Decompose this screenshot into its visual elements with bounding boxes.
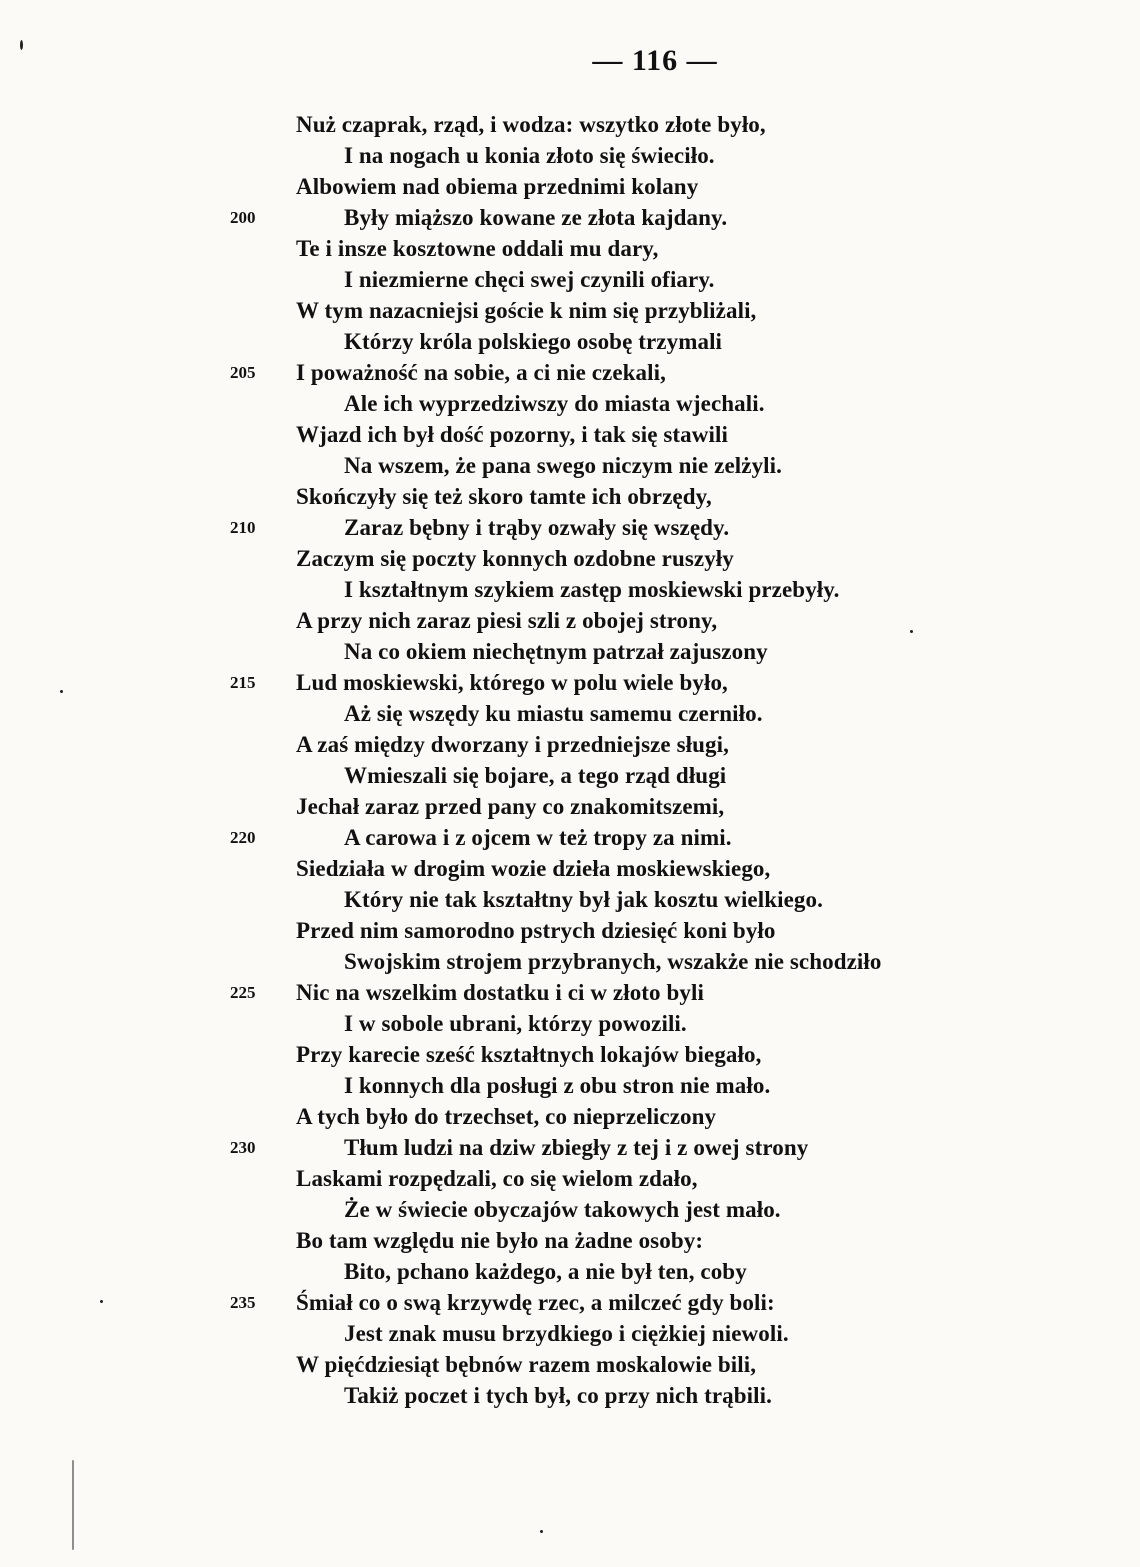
verse-line: [0, 1225, 1140, 1256]
verse-line: [0, 667, 1140, 698]
verse-text: I poważność na sobie, a ci nie czekali,: [296, 360, 666, 385]
verse-line: [0, 915, 1140, 946]
verse-line: [0, 202, 1140, 233]
verse-text: Na wszem, że pana swego niczym nie zelżyli.: [344, 453, 783, 478]
line-number: 230: [230, 1138, 256, 1157]
verse-line: [0, 698, 1140, 729]
verse-text: Przed nim samorodno pstrych dziesięć koni było: [296, 918, 776, 943]
verse-line: [0, 1194, 1140, 1225]
verse-line: [0, 450, 1140, 481]
verse-line: [0, 1101, 1140, 1132]
verse-line: [0, 729, 1140, 760]
verse-line: [0, 605, 1140, 636]
verse-line: [0, 264, 1140, 295]
verse-text: I niezmierne chęci swej czynili ofiary.: [344, 267, 715, 292]
verse-text: Zaczym się poczty konnych ozdobne ruszyły: [296, 546, 734, 571]
scan-speck: [20, 40, 23, 50]
verse-line: [0, 388, 1140, 419]
verse-line: [0, 946, 1140, 977]
verse-text: Który nie tak kształtny był jak kosztu wielkiego.: [344, 887, 823, 912]
line-number: 215: [230, 673, 256, 692]
verse-line: [0, 1318, 1140, 1349]
verse-text: Te i insze kosztowne oddali mu dary,: [296, 236, 659, 261]
verse-text: Wjazd ich był dość pozorny, i tak się stawili: [296, 422, 728, 447]
verse-text: Takiż poczet i tych był, co przy nich trąbili.: [344, 1383, 772, 1408]
verse-line: [0, 1163, 1140, 1194]
verse-line: [0, 419, 1140, 450]
line-number: 225: [230, 983, 256, 1002]
verse-text: I konnych dla posługi z obu stron nie mało.: [344, 1073, 771, 1098]
verse-text: A zaś między dworzany i przedniejsze sługi,: [296, 732, 729, 757]
verse-text: Swojskim strojem przybranych, wszakże nie schodziło: [344, 949, 882, 974]
verse-text: Którzy króla polskiego osobę trzymali: [344, 329, 723, 354]
line-number: 200: [230, 208, 256, 227]
verse-line: [0, 171, 1140, 202]
verse-line: [0, 357, 1140, 388]
verse-text: W tym nazacniejsi goście k nim się przybliżali,: [296, 298, 757, 323]
verse-line: [0, 791, 1140, 822]
verse-text: Tłum ludzi na dziw zbiegły z tej i z owej strony: [344, 1135, 809, 1160]
verse-text: Skończyły się też skoro tamte ich obrzędy,: [296, 484, 712, 509]
scan-speck: [540, 1530, 543, 1533]
line-number: 205: [230, 363, 256, 382]
verse-line: [0, 760, 1140, 791]
verse-line: [0, 636, 1140, 667]
verse-line: [0, 1256, 1140, 1287]
verse-text: I na nogach u konia złoto się świeciło.: [344, 143, 715, 168]
verse-line: [0, 1008, 1140, 1039]
verse-line: [0, 481, 1140, 512]
verse-text: Bito, pchano każdego, a nie był ten, coby: [344, 1259, 747, 1284]
verse-text: Ale ich wyprzedziwszy do miasta wjechali.: [344, 391, 765, 416]
verse-text: Jest znak musu brzydkiego i ciężkiej niewoli.: [344, 1321, 789, 1346]
verse-line: [0, 1039, 1140, 1070]
verse-line: [0, 109, 1140, 140]
verse-text: Lud moskiewski, którego w polu wiele było,: [296, 670, 728, 695]
verse-text: Wmieszali się bojare, a tego rząd długi: [344, 763, 727, 788]
line-number: 235: [230, 1293, 256, 1312]
verse-line: [0, 574, 1140, 605]
verse-line: [0, 1132, 1140, 1163]
verse-text: Że w świecie obyczajów takowych jest mało.: [344, 1197, 781, 1222]
scan-speck: [72, 1460, 74, 1550]
verse-line: [0, 977, 1140, 1008]
verse-line: [0, 853, 1140, 884]
verse-line: [0, 543, 1140, 574]
verse-text: A carowa i z ojcem w też tropy za nimi.: [344, 825, 732, 850]
verse-line: [0, 233, 1140, 264]
verse-line: [0, 512, 1140, 543]
verse-line: [0, 1349, 1140, 1380]
verse-line: [0, 1380, 1140, 1411]
verse-text: W pięćdziesiąt bębnów razem moskalowie bili,: [296, 1352, 757, 1377]
verse-line: [0, 326, 1140, 357]
verse-text: A przy nich zaraz piesi szli z obojej strony,: [296, 608, 718, 633]
verse-text: Aż się wszędy ku miastu samemu czerniło.: [344, 701, 763, 726]
verse-text: Przy karecie sześć kształtnych lokajów biegało,: [296, 1042, 762, 1067]
scan-speck: [60, 690, 63, 693]
verse-text: Bo tam względu nie było na żadne osoby:: [296, 1228, 704, 1253]
verse-line: [0, 884, 1140, 915]
verse-text: Nic na wszelkim dostatku i ci w złoto byli: [296, 980, 704, 1005]
line-number: 210: [230, 518, 256, 537]
line-number: 220: [230, 828, 256, 847]
verse-text: I kształtnym szykiem zastęp moskiewski przebyły.: [344, 577, 840, 602]
scan-speck: [100, 1300, 103, 1303]
verse-line: [0, 1287, 1140, 1318]
scan-speck: [910, 630, 913, 633]
poem-body: [0, 109, 1140, 1411]
page-number: — 116 —: [592, 44, 718, 77]
verse-line: [0, 1070, 1140, 1101]
verse-text: Śmiał co o swą krzywdę rzec, a milczeć gdy boli:: [296, 1290, 775, 1315]
verse-line: [0, 295, 1140, 326]
verse-text: Laskami rozpędzali, co się wielom zdało,: [296, 1166, 698, 1191]
verse-line: [0, 822, 1140, 853]
verse-text: Zaraz bębny i trąby ozwały się wszędy.: [344, 515, 730, 540]
verse-text: I w sobole ubrani, którzy powozili.: [344, 1011, 687, 1036]
verse-text: Były miąższo kowane ze złota kajdany.: [344, 205, 728, 230]
verse-text: Nuż czaprak, rząd, i wodza: wszytko złote było,: [296, 112, 766, 137]
verse-text: Jechał zaraz przed pany co znakomitszemi,: [296, 794, 725, 819]
verse-text: Siedziała w drogim wozie dzieła moskiewskiego,: [296, 856, 771, 881]
verse-text: Na co okiem niechętnym patrzał zajuszony: [344, 639, 768, 664]
verse-text: Albowiem nad obiema przednimi kolany: [296, 174, 699, 199]
verse-text: A tych było do trzechset, co nieprzeliczony: [296, 1104, 717, 1129]
verse-line: [0, 140, 1140, 171]
